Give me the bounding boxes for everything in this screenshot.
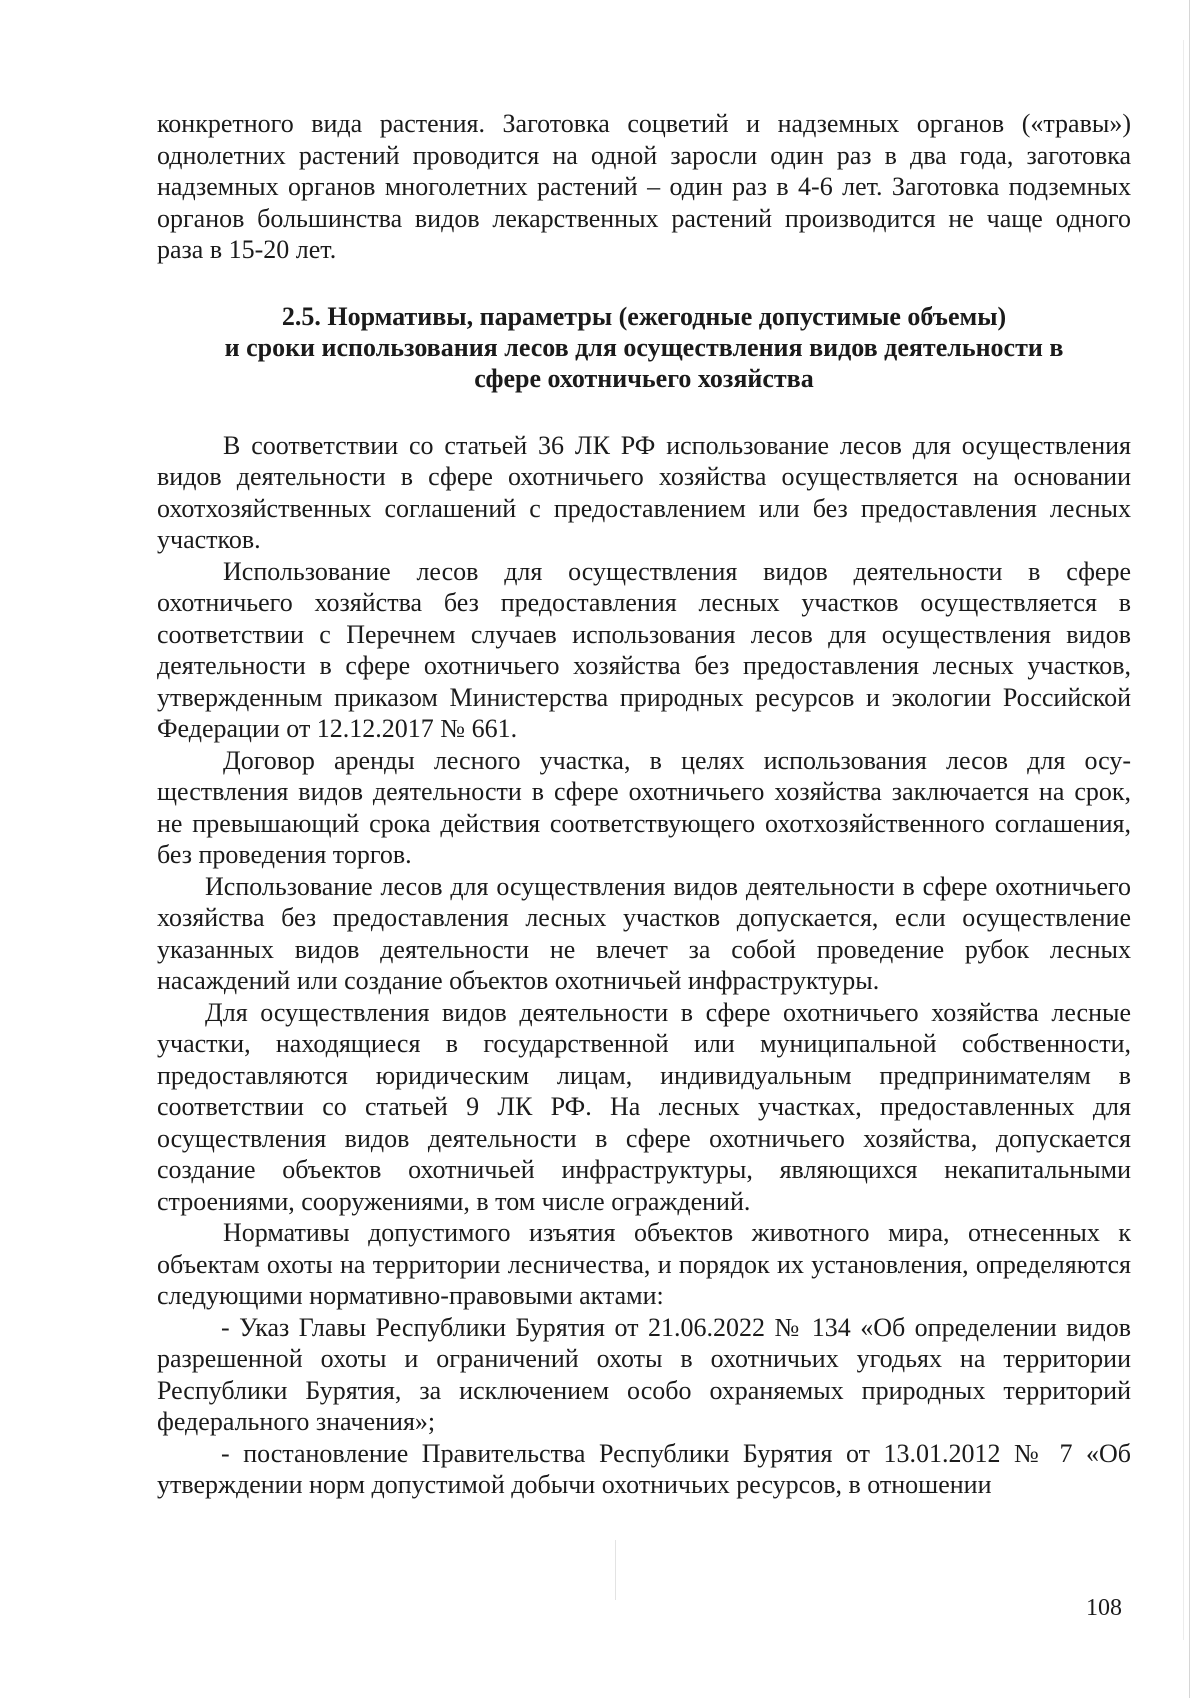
paragraph: Использование лесов для осуществления видов деятельности в сфере охотничьего хозяйства без предоставления лесных участков допускается, если осуществление указанных видов деятельности не влечет за собой проведение рубок лесных насаждений или создание объектов охотничьей инфраструктуры.: [157, 871, 1131, 995]
document-body: [157, 108, 1131, 1501]
paragraph: Использование лесов для осуществления видов деятельности в сфере охотничьего хозяйства без предоставления лесных участков осуществляется в соответствии с Перечнем случаев использования лесов для осуществления видов деятельности в сфере охотничьего хозяйства без предоставления лесных участков, утвержденным приказом Министерства природных ресурсов и экологии Российской Федерации от 12.12.2017 № 661.: [157, 556, 1131, 743]
paragraph-continuation: конкретного вида растения. Заготовка соцветий и надземных органов («травы») однолетних растений проводится на одной заросли один раз в два года, заготовка надземных органов многолетних растений – один раз в 4-6 лет. Заготовка подземных органов большинства видов лекарственных растений производится не чаще одного раза в 15-20 лет.: [157, 109, 1131, 264]
paragraph: Нормативы допустимого изъятия объектов животного мира, отнесенных к объектам охоты на территории лесничества, и порядок их установления, определяются следующими нормативно-правовыми актами:: [157, 1218, 1131, 1310]
paragraph: Для осуществления видов деятельности в сфере охотничьего хозяйства лесные участки, находящиеся в государственной или муниципальной собственности, предоставляются юридическим лицам, индивидуальным предпринимателям в соответствии со статьей 9 ЛК РФ. На лесных участках, предоставленных для осуществления видов деятельности в сфере охотничьего хозяйства, допускается создание объектов охотничьей инфраструктуры, являющихся некапитальными строениями, сооружениями, в том числе ограждений.: [157, 997, 1131, 1216]
page-number: 108: [1086, 1595, 1122, 1621]
section-heading-line-3: сфере охотничьего хозяйства: [474, 363, 814, 393]
paragraph: В соответствии со статьей 36 ЛК РФ использование лесов для осуществления видов деятельности в сфере охотничьего хозяйства осуществляется на основании охотхозяйственных соглашений с предоставлением или без предоставления лесных участков.: [157, 430, 1131, 554]
section-heading-line-1: 2.5. Нормативы, параметры (ежегодные допустимые объемы): [281, 301, 1007, 331]
section-heading: [157, 301, 1131, 394]
scan-edge-line-secondary: [1183, 40, 1184, 1640]
list-item: - Указ Главы Республики Бурятия от 21.06.2022 № 134 «Об определении видов разрешенной охоты и ограничений охоты в охотничьих угодьях на территории Республики Бурятия, за исключением особо охраняемых природных территорий федерального значения»;: [157, 1312, 1131, 1436]
scan-edge-line: [1189, 0, 1190, 1698]
section-heading-line-2: и сроки использования лесов для осуществления видов деятельности в: [224, 332, 1064, 362]
scan-artifact-mark: [615, 1540, 616, 1600]
paragraph: Договор аренды лесного участка, в целях использования лесов для осуществления видов деятельности в сфере охотничьего хозяйства заключается на срок, не превышающий срока действия соответствующего охотхозяйственного соглашения, без проведения торгов.: [157, 745, 1131, 869]
list-item: - постановление Правительства Республики Бурятия от 13.01.2012 № 7 «Об утверждении норм допустимой добычи охотничьих ресурсов, в отношении: [157, 1438, 1131, 1499]
